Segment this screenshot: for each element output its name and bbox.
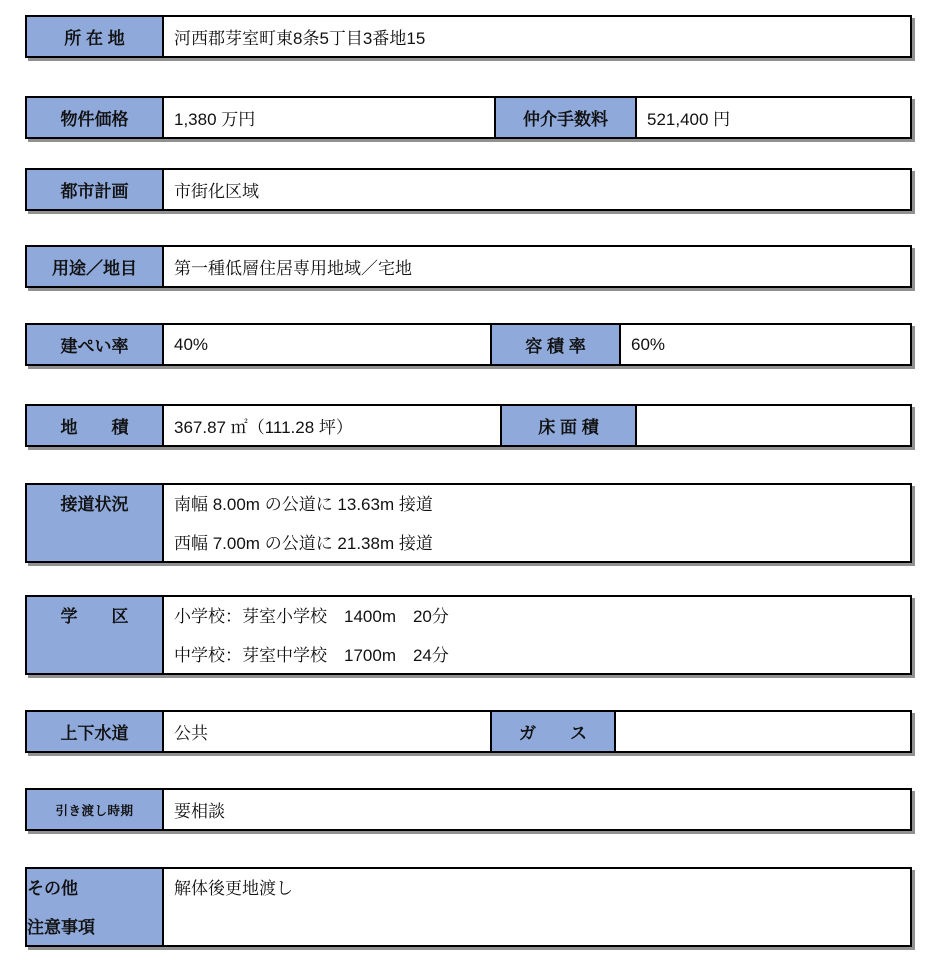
other-notes-value [162, 869, 910, 945]
city-planning-value: 市街化区域 [162, 170, 910, 209]
row-handover-timing [25, 788, 912, 831]
row-coverage-far [25, 323, 912, 366]
floor-area-ratio-value: 60% [619, 325, 910, 364]
row-utilities [25, 710, 912, 753]
water-sewer-value: 公共 [162, 712, 490, 751]
road-access-line-1: 南幅 8.00m の公道に 13.63m 接道 [174, 495, 433, 514]
other-notes-label [27, 869, 162, 945]
row-road-access [25, 483, 912, 563]
school-district-value [162, 597, 910, 673]
row-city-planning [25, 168, 912, 211]
other-notes-label-line-2: 注意事項 [27, 918, 95, 937]
row-land-area [25, 404, 912, 447]
other-notes-label-line-1: その他 [27, 879, 78, 898]
floor-area-value [635, 406, 910, 445]
floor-area-label: 床 面 積 [500, 406, 635, 445]
price-value: 1,380 万円 [162, 98, 494, 137]
brokerage-fee-label: 仲介手数料 [494, 98, 635, 137]
gas-label: ガ ス [490, 712, 614, 751]
row-location [25, 15, 912, 58]
location-label: 所 在 地 [27, 17, 162, 56]
row-price-fee [25, 96, 912, 139]
building-coverage-label: 建ぺい率 [27, 325, 162, 364]
use-land-category-value: 第一種低層住居専用地域／宅地 [162, 247, 910, 286]
junior-high-school-line: 中学校：芽室中学校 1700m 24分 [174, 646, 449, 665]
other-notes-line-1: 解体後更地渡し [174, 879, 293, 898]
school-district-label: 学 区 [27, 597, 162, 673]
brokerage-fee-value: 521,400 円 [635, 98, 910, 137]
row-use-land-category [25, 245, 912, 288]
row-school-district [25, 595, 912, 675]
row-other-notes [25, 867, 912, 947]
road-access-label: 接道状況 [27, 485, 162, 561]
handover-timing-value: 要相談 [162, 790, 910, 829]
handover-timing-label: 引き渡し時期 [27, 790, 162, 829]
building-coverage-value: 40% [162, 325, 490, 364]
location-value: 河西郡芽室町東8条5丁目3番地15 [162, 17, 910, 56]
elementary-school-line: 小学校：芽室小学校 1400m 20分 [174, 607, 449, 626]
use-land-category-label: 用途／地目 [27, 247, 162, 286]
floor-area-ratio-label: 容 積 率 [490, 325, 619, 364]
price-label: 物件価格 [27, 98, 162, 137]
land-area-label: 地 積 [27, 406, 162, 445]
gas-value [614, 712, 910, 751]
road-access-line-2: 西幅 7.00m の公道に 21.38m 接道 [174, 534, 433, 553]
road-access-value [162, 485, 910, 561]
water-sewer-label: 上下水道 [27, 712, 162, 751]
land-area-value: 367.87 ㎡（111.28 坪） [162, 406, 500, 445]
city-planning-label: 都市計画 [27, 170, 162, 209]
